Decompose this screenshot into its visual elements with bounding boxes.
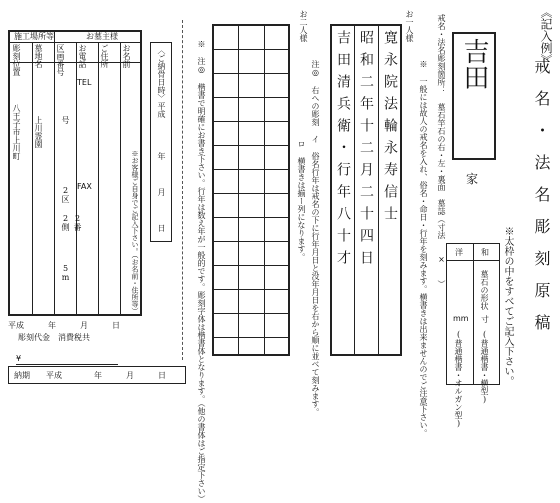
- instruction-general: ※ 一般には故人の戒名を入れ、俗名・命日・行年を刻みます。横書きは出来ませんのでご注意下さい。: [419, 60, 428, 437]
- row-name: お名前: [122, 44, 131, 68]
- customer-note: ※お客様ご自身でご記入下さい。（お名前・住所等）: [131, 150, 139, 315]
- tel-mark: TEL: [77, 78, 92, 87]
- footer-price: 彫刻代金 消費税共: [18, 333, 90, 342]
- fold-line: [182, 20, 183, 360]
- section-value: 号: [61, 116, 70, 124]
- second-person-note2: ロ 横書きは揃ー列になります。: [297, 140, 306, 261]
- size-col1-header: 和: [481, 248, 489, 257]
- row-value-3: 5m: [61, 264, 70, 282]
- location-value: 八王子市上川町: [12, 104, 21, 160]
- first-person-date: 昭和二年十二月二十四日: [358, 30, 374, 272]
- row-tel: お電話: [78, 44, 87, 68]
- size-col2-note: (普通楷書・オルガン型): [454, 330, 463, 428]
- row-value-1: 2側: [61, 214, 70, 231]
- family-name: 吉田: [459, 38, 489, 90]
- second-person-grid: [212, 24, 290, 356]
- row-value-0: 2区: [61, 186, 70, 203]
- size-col2-header: 洋: [455, 248, 463, 257]
- header-work-site: 施工場所等: [14, 32, 54, 41]
- first-person-name: 吉田清兵衛・行年八十才: [335, 30, 351, 272]
- row-address: ご住所: [100, 44, 109, 68]
- required-note: ※太枠の中をすべてご記入下さい。: [502, 226, 513, 386]
- order-date-month: 月: [157, 188, 166, 196]
- size-col1-note: (普通楷書・横型): [480, 330, 489, 404]
- col-number: 彫刻位置: [12, 44, 21, 76]
- footer-price-line: [16, 364, 118, 365]
- second-person-note1: 注◎ 右への彫刻 イ 俗名行年は戒名の下に行年月日と没年月日を右から順に並べて刻みます。: [311, 60, 320, 416]
- document-title: 戒名・法名彫刻原稿: [532, 58, 551, 346]
- size-table: [446, 243, 500, 428]
- size-col1-unit: 寸: [481, 315, 489, 324]
- second-person-label: お二人様: [299, 10, 308, 42]
- col-cemetery: 墓地名: [34, 44, 43, 68]
- size-col2-unit: mm: [453, 314, 469, 323]
- order-date-label: 〈ご納骨日時〉平成: [157, 46, 166, 118]
- header-owner: お墓主様: [86, 32, 118, 41]
- order-date-day: 日: [157, 224, 166, 232]
- entry-example-label: 《記入例》: [539, 6, 553, 66]
- family-name-ie: 家: [466, 172, 479, 186]
- order-date-year: 年: [157, 152, 166, 160]
- row-value-2: 2番: [73, 214, 82, 231]
- col-location: 区画番号: [56, 44, 65, 76]
- footer-date: 平成 年 月 日: [8, 321, 120, 330]
- instruction-location: 戒名・法名彫刻箇所： 墓石竿石の右・左・裏面 墓誌（寸法 × ）: [437, 14, 446, 288]
- footer-delivery: 納期 平成 年 月 日: [14, 371, 166, 380]
- writing-note: ※ 注◎ 楷書で明確にお書き下さい。行年は数え年が一般的です。彫刻字体は楷書体となります。（他の書体はご指定下さい）: [197, 40, 206, 503]
- footer-yen: ¥: [16, 354, 22, 363]
- cemetery-value: 上川霊園: [34, 116, 43, 148]
- first-person-kaimyo: 寛永院法輪永寿信士: [382, 30, 398, 228]
- first-person-label: お一人様: [405, 10, 414, 42]
- fax-mark: FAX: [77, 182, 92, 191]
- size-col1-shape: 墓石の形状: [480, 270, 489, 310]
- customer-table: [8, 30, 142, 316]
